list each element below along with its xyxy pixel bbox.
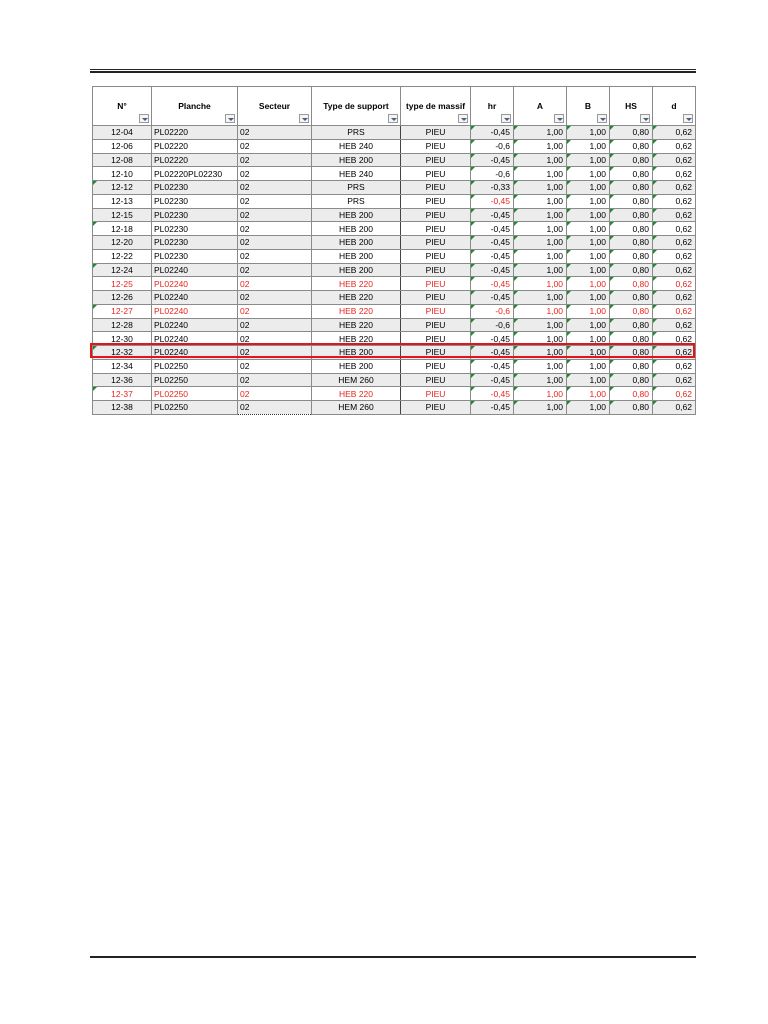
table-cell-hr[interactable]: -0,45 [471, 277, 514, 291]
table-cell-a[interactable]: 1,00 [514, 359, 567, 373]
column-header-label: hr [487, 101, 497, 111]
table-cell-b[interactable]: 1,00 [567, 346, 610, 360]
table-cell-a[interactable]: 1,00 [514, 139, 567, 153]
table-cell-b[interactable]: 1,00 [567, 304, 610, 318]
table-cell-b[interactable]: 1,00 [567, 167, 610, 181]
table-cell-massif[interactable]: PIEU [401, 346, 471, 360]
table-cell-hs[interactable]: 0,80 [610, 222, 653, 236]
table-cell-b[interactable]: 1,00 [567, 222, 610, 236]
table-cell-hr[interactable]: -0,33 [471, 181, 514, 195]
table-cell-massif[interactable]: PIEU [401, 181, 471, 195]
table-cell-b[interactable]: 1,00 [567, 181, 610, 195]
table-row [93, 373, 696, 387]
column-header [401, 87, 471, 126]
table-cell-b[interactable]: 1,00 [567, 401, 610, 415]
table-cell-massif[interactable]: PIEU [401, 208, 471, 222]
table-cell-a[interactable]: 1,00 [514, 236, 567, 250]
table-row [93, 181, 696, 195]
table-cell-b[interactable]: 1,00 [567, 332, 610, 346]
table-cell-hs[interactable]: 0,80 [610, 332, 653, 346]
table-cell-n[interactable]: 12-13 [93, 194, 152, 208]
table-cell-massif[interactable]: PIEU [401, 139, 471, 153]
table-row [93, 236, 696, 250]
column-header-label: A [536, 101, 544, 111]
table-cell-hs[interactable]: 0,80 [610, 126, 653, 140]
table-cell-hs[interactable]: 0,80 [610, 318, 653, 332]
table-row [93, 346, 696, 360]
table-cell-n[interactable]: 12-06 [93, 139, 152, 153]
table-cell-d[interactable]: 0,62 [653, 277, 696, 291]
table-cell-n[interactable]: 12-38 [93, 401, 152, 415]
table-cell-b[interactable]: 1,00 [567, 291, 610, 305]
table-cell-support[interactable]: HEB 200 [312, 346, 401, 360]
table-cell-hs[interactable]: 0,80 [610, 167, 653, 181]
table-cell-hs[interactable]: 0,80 [610, 373, 653, 387]
column-header-label: Secteur [258, 101, 291, 111]
table-cell-massif[interactable]: PIEU [401, 194, 471, 208]
table-cell-hs[interactable]: 0,80 [610, 346, 653, 360]
table-cell-hr[interactable]: -0,45 [471, 249, 514, 263]
column-header-label: HS [625, 101, 637, 111]
table-cell-hr[interactable]: -0,45 [471, 126, 514, 140]
header-rule [90, 69, 696, 73]
table-cell-a[interactable]: 1,00 [514, 153, 567, 167]
table-row [93, 222, 696, 236]
table-cell-a[interactable]: 1,00 [514, 194, 567, 208]
table-cell-n[interactable]: 12-04 [93, 126, 152, 140]
table-cell-n[interactable]: 12-18 [93, 222, 152, 236]
table-cell-massif[interactable]: PIEU [401, 401, 471, 415]
filter-dropdown-icon[interactable] [554, 114, 564, 123]
table-cell-hs[interactable]: 0,80 [610, 304, 653, 318]
table-row [93, 126, 696, 140]
table-cell-d[interactable]: 0,62 [653, 153, 696, 167]
filter-dropdown-icon[interactable] [299, 114, 309, 123]
table-cell-n[interactable]: 12-25 [93, 277, 152, 291]
table-row [93, 208, 696, 222]
table-cell-secteur[interactable]: 02 [238, 373, 312, 387]
table-cell-b[interactable]: 1,00 [567, 126, 610, 140]
table-cell-secteur[interactable]: 02 [238, 167, 312, 181]
filter-dropdown-icon[interactable] [139, 114, 149, 123]
table-cell-planche[interactable]: PL02240 [152, 346, 238, 360]
table-row [93, 387, 696, 401]
column-header [567, 87, 610, 126]
table-cell-a[interactable]: 1,00 [514, 249, 567, 263]
table-cell-a[interactable]: 1,00 [514, 346, 567, 360]
table-cell-hs[interactable]: 0,80 [610, 291, 653, 305]
table-cell-planche[interactable]: PL02240 [152, 304, 238, 318]
table-cell-hs[interactable]: 0,80 [610, 401, 653, 415]
table-cell-hr[interactable]: -0,45 [471, 401, 514, 415]
table-cell-support[interactable]: HEB 200 [312, 208, 401, 222]
table-cell-secteur[interactable]: 02 [238, 291, 312, 305]
table-cell-secteur[interactable]: 02 [238, 194, 312, 208]
column-header-label: type de massif [405, 101, 466, 111]
table-cell-massif[interactable]: PIEU [401, 167, 471, 181]
table-cell-n[interactable]: 12-20 [93, 236, 152, 250]
table-cell-a[interactable]: 1,00 [514, 126, 567, 140]
table-cell-secteur[interactable]: 02 [238, 304, 312, 318]
table-row [93, 263, 696, 277]
table-cell-secteur[interactable]: 02 [238, 359, 312, 373]
table-cell-secteur[interactable]: 02 [238, 153, 312, 167]
table-cell-d[interactable]: 0,62 [653, 249, 696, 263]
table-cell-planche[interactable]: PL02230 [152, 208, 238, 222]
column-header [514, 87, 567, 126]
table-cell-secteur[interactable]: 02 [238, 236, 312, 250]
table-cell-support[interactable]: HEB 220 [312, 291, 401, 305]
table-row [93, 291, 696, 305]
table-cell-a[interactable]: 1,00 [514, 401, 567, 415]
table-cell-support[interactable]: HEB 220 [312, 332, 401, 346]
table-cell-planche[interactable]: PL02220PL02230 [152, 167, 238, 181]
table-cell-massif[interactable]: PIEU [401, 263, 471, 277]
table-cell-hr[interactable]: -0,6 [471, 139, 514, 153]
table-cell-hr[interactable]: -0,6 [471, 304, 514, 318]
filter-dropdown-icon[interactable] [640, 114, 650, 123]
table-cell-a[interactable]: 1,00 [514, 181, 567, 195]
table-cell-planche[interactable]: PL02250 [152, 401, 238, 415]
table-cell-n[interactable]: 12-22 [93, 249, 152, 263]
column-header-label: d [671, 101, 677, 111]
table-cell-a[interactable]: 1,00 [514, 304, 567, 318]
table-cell-planche[interactable]: PL02220 [152, 126, 238, 140]
header-row [93, 87, 696, 126]
table-cell-support[interactable]: HEB 220 [312, 387, 401, 401]
table-cell-planche[interactable]: PL02230 [152, 249, 238, 263]
table-cell-planche[interactable]: PL02240 [152, 291, 238, 305]
table-cell-n[interactable]: 12-27 [93, 304, 152, 318]
column-header-label: N° [117, 101, 127, 111]
table-cell-hr[interactable]: -0,45 [471, 332, 514, 346]
table-cell-d[interactable]: 0,62 [653, 373, 696, 387]
column-header-label: B [584, 101, 592, 111]
table-cell-b[interactable]: 1,00 [567, 249, 610, 263]
table-cell-massif[interactable]: PIEU [401, 153, 471, 167]
table-cell-massif[interactable]: PIEU [401, 249, 471, 263]
table-cell-n[interactable]: 12-36 [93, 373, 152, 387]
table-cell-support[interactable]: HEB 220 [312, 318, 401, 332]
table-cell-d[interactable]: 0,62 [653, 181, 696, 195]
table-cell-b[interactable]: 1,00 [567, 153, 610, 167]
table-cell-massif[interactable]: PIEU [401, 387, 471, 401]
table-row [93, 194, 696, 208]
table-cell-secteur[interactable]: 02 [238, 346, 312, 360]
table-cell-hr[interactable]: -0,45 [471, 194, 514, 208]
table-cell-hs[interactable]: 0,80 [610, 263, 653, 277]
footer-rule [90, 956, 696, 958]
table-cell-d[interactable]: 0,62 [653, 139, 696, 153]
table-cell-massif[interactable]: PIEU [401, 318, 471, 332]
table-cell-hr[interactable]: -0,45 [471, 263, 514, 277]
table-cell-a[interactable]: 1,00 [514, 277, 567, 291]
table-row [93, 318, 696, 332]
table-cell-n[interactable]: 12-32 [93, 346, 152, 360]
table-cell-a[interactable]: 1,00 [514, 167, 567, 181]
table-cell-n[interactable]: 12-28 [93, 318, 152, 332]
filter-dropdown-icon[interactable] [597, 114, 607, 123]
column-header [152, 87, 238, 126]
data-table [92, 86, 696, 415]
table-cell-hs[interactable]: 0,80 [610, 359, 653, 373]
table-cell-planche[interactable]: PL02250 [152, 387, 238, 401]
table-cell-d[interactable]: 0,62 [653, 194, 696, 208]
filter-dropdown-icon[interactable] [501, 114, 511, 123]
table-cell-massif[interactable]: PIEU [401, 359, 471, 373]
table-cell-d[interactable]: 0,62 [653, 401, 696, 415]
table-cell-secteur[interactable]: 02 [238, 263, 312, 277]
table-cell-d[interactable]: 0,62 [653, 291, 696, 305]
table-cell-support[interactable]: PRS [312, 194, 401, 208]
table-cell-planche[interactable]: PL02250 [152, 373, 238, 387]
table-cell-planche[interactable]: PL02230 [152, 181, 238, 195]
table-cell-d[interactable]: 0,62 [653, 236, 696, 250]
table-cell-support[interactable]: HEB 240 [312, 167, 401, 181]
table-cell-a[interactable]: 1,00 [514, 318, 567, 332]
table-cell-support[interactable]: PRS [312, 126, 401, 140]
filter-dropdown-icon[interactable] [683, 114, 693, 123]
table-cell-hs[interactable]: 0,80 [610, 194, 653, 208]
column-header [238, 87, 312, 126]
table-cell-hr[interactable]: -0,45 [471, 359, 514, 373]
table-cell-n[interactable]: 12-24 [93, 263, 152, 277]
table-cell-secteur[interactable]: 02 [238, 332, 312, 346]
table-cell-secteur[interactable]: 02 [238, 222, 312, 236]
table-cell-planche[interactable]: PL02250 [152, 359, 238, 373]
table-cell-n[interactable]: 12-10 [93, 167, 152, 181]
table-cell-n[interactable]: 12-12 [93, 181, 152, 195]
table-cell-massif[interactable]: PIEU [401, 291, 471, 305]
table-cell-hr[interactable]: -0,45 [471, 208, 514, 222]
table-cell-support[interactable]: HEB 220 [312, 277, 401, 291]
column-header [312, 87, 401, 126]
table-cell-a[interactable]: 1,00 [514, 332, 567, 346]
table-cell-support[interactable]: HEB 200 [312, 263, 401, 277]
table-cell-support[interactable]: HEB 200 [312, 359, 401, 373]
table-cell-massif[interactable]: PIEU [401, 332, 471, 346]
table-row [93, 332, 696, 346]
table-cell-hr[interactable]: -0,45 [471, 291, 514, 305]
table-cell-n[interactable]: 12-26 [93, 291, 152, 305]
table-cell-secteur[interactable]: 02 [238, 401, 312, 415]
table-cell-massif[interactable]: PIEU [401, 277, 471, 291]
table-cell-a[interactable]: 1,00 [514, 222, 567, 236]
table-cell-secteur[interactable]: 02 [238, 208, 312, 222]
table-cell-planche[interactable]: PL02240 [152, 332, 238, 346]
table-cell-support[interactable]: HEM 260 [312, 401, 401, 415]
table-cell-planche[interactable]: PL02230 [152, 236, 238, 250]
table-cell-planche[interactable]: PL02230 [152, 222, 238, 236]
table-cell-massif[interactable]: PIEU [401, 236, 471, 250]
table-cell-n[interactable]: 12-34 [93, 359, 152, 373]
table-cell-d[interactable]: 0,62 [653, 167, 696, 181]
table-cell-secteur[interactable]: 02 [238, 181, 312, 195]
table-cell-d[interactable]: 0,62 [653, 208, 696, 222]
table-cell-support[interactable]: HEB 200 [312, 236, 401, 250]
column-header [93, 87, 152, 126]
column-header [610, 87, 653, 126]
table-cell-massif[interactable]: PIEU [401, 222, 471, 236]
table-cell-hs[interactable]: 0,80 [610, 249, 653, 263]
table-cell-support[interactable]: HEB 200 [312, 222, 401, 236]
table-cell-hr[interactable]: -0,45 [471, 387, 514, 401]
table-cell-b[interactable]: 1,00 [567, 277, 610, 291]
table-cell-hs[interactable]: 0,80 [610, 236, 653, 250]
table-cell-support[interactable]: HEB 200 [312, 153, 401, 167]
table-cell-hr[interactable]: -0,45 [471, 346, 514, 360]
table-cell-b[interactable]: 1,00 [567, 387, 610, 401]
table-cell-b[interactable]: 1,00 [567, 359, 610, 373]
table-cell-n[interactable]: 12-15 [93, 208, 152, 222]
filter-dropdown-icon[interactable] [458, 114, 468, 123]
table-row [93, 153, 696, 167]
table-cell-b[interactable]: 1,00 [567, 373, 610, 387]
table-cell-hr[interactable]: -0,6 [471, 318, 514, 332]
table-cell-d[interactable]: 0,62 [653, 387, 696, 401]
table-cell-planche[interactable]: PL02240 [152, 318, 238, 332]
table-cell-secteur[interactable]: 02 [238, 318, 312, 332]
table-cell-hs[interactable]: 0,80 [610, 181, 653, 195]
table-cell-d[interactable]: 0,62 [653, 304, 696, 318]
table-cell-support[interactable]: HEB 220 [312, 304, 401, 318]
table-cell-planche[interactable]: PL02220 [152, 153, 238, 167]
table-row [93, 304, 696, 318]
table-cell-secteur[interactable]: 02 [238, 249, 312, 263]
table-cell-b[interactable]: 1,00 [567, 236, 610, 250]
table-body [93, 126, 696, 415]
table-cell-d[interactable]: 0,62 [653, 222, 696, 236]
table-cell-a[interactable]: 1,00 [514, 208, 567, 222]
table-cell-d[interactable]: 0,62 [653, 263, 696, 277]
table-cell-b[interactable]: 1,00 [567, 318, 610, 332]
table-cell-b[interactable]: 1,00 [567, 139, 610, 153]
filter-dropdown-icon[interactable] [225, 114, 235, 123]
table-cell-d[interactable]: 0,62 [653, 332, 696, 346]
table-cell-massif[interactable]: PIEU [401, 304, 471, 318]
table-cell-d[interactable]: 0,62 [653, 318, 696, 332]
column-header [653, 87, 696, 126]
table-row [93, 167, 696, 181]
table-cell-d[interactable]: 0,62 [653, 346, 696, 360]
table-cell-d[interactable]: 0,62 [653, 359, 696, 373]
table-cell-support[interactable]: HEB 200 [312, 249, 401, 263]
table-cell-planche[interactable]: PL02240 [152, 277, 238, 291]
table-cell-hr[interactable]: -0,45 [471, 373, 514, 387]
table-cell-n[interactable]: 12-08 [93, 153, 152, 167]
table-cell-hr[interactable]: -0,45 [471, 222, 514, 236]
table-row [93, 139, 696, 153]
table-row [93, 249, 696, 263]
table-row [93, 277, 696, 291]
table-cell-planche[interactable]: PL02220 [152, 139, 238, 153]
table-cell-planche[interactable]: PL02230 [152, 194, 238, 208]
table-cell-b[interactable]: 1,00 [567, 194, 610, 208]
table-cell-planche[interactable]: PL02240 [152, 263, 238, 277]
table-cell-hr[interactable]: -0,45 [471, 153, 514, 167]
table-cell-support[interactable]: PRS [312, 181, 401, 195]
table-cell-hs[interactable]: 0,80 [610, 139, 653, 153]
column-header-label: Type de support [323, 101, 389, 111]
column-header [471, 87, 514, 126]
table-cell-support[interactable]: HEM 260 [312, 373, 401, 387]
table-row [93, 359, 696, 373]
table-cell-a[interactable]: 1,00 [514, 263, 567, 277]
table-cell-hs[interactable]: 0,80 [610, 387, 653, 401]
table-cell-hs[interactable]: 0,80 [610, 208, 653, 222]
table-cell-d[interactable]: 0,62 [653, 126, 696, 140]
table-cell-support[interactable]: HEB 240 [312, 139, 401, 153]
table-cell-hr[interactable]: -0,6 [471, 167, 514, 181]
table-cell-secteur[interactable]: 02 [238, 387, 312, 401]
table-row [93, 401, 696, 415]
table-cell-secteur[interactable]: 02 [238, 139, 312, 153]
table-cell-hs[interactable]: 0,80 [610, 277, 653, 291]
table-cell-b[interactable]: 1,00 [567, 208, 610, 222]
table-cell-n[interactable]: 12-37 [93, 387, 152, 401]
table-cell-n[interactable]: 12-30 [93, 332, 152, 346]
table-cell-massif[interactable]: PIEU [401, 126, 471, 140]
table-cell-hr[interactable]: -0,45 [471, 236, 514, 250]
table-cell-massif[interactable]: PIEU [401, 373, 471, 387]
table-cell-secteur[interactable]: 02 [238, 277, 312, 291]
table-cell-hs[interactable]: 0,80 [610, 153, 653, 167]
table-cell-a[interactable]: 1,00 [514, 291, 567, 305]
table-cell-secteur[interactable]: 02 [238, 126, 312, 140]
table-cell-a[interactable]: 1,00 [514, 387, 567, 401]
table-cell-a[interactable]: 1,00 [514, 373, 567, 387]
filter-dropdown-icon[interactable] [388, 114, 398, 123]
column-header-label: Planche [178, 101, 211, 111]
table-cell-b[interactable]: 1,00 [567, 263, 610, 277]
